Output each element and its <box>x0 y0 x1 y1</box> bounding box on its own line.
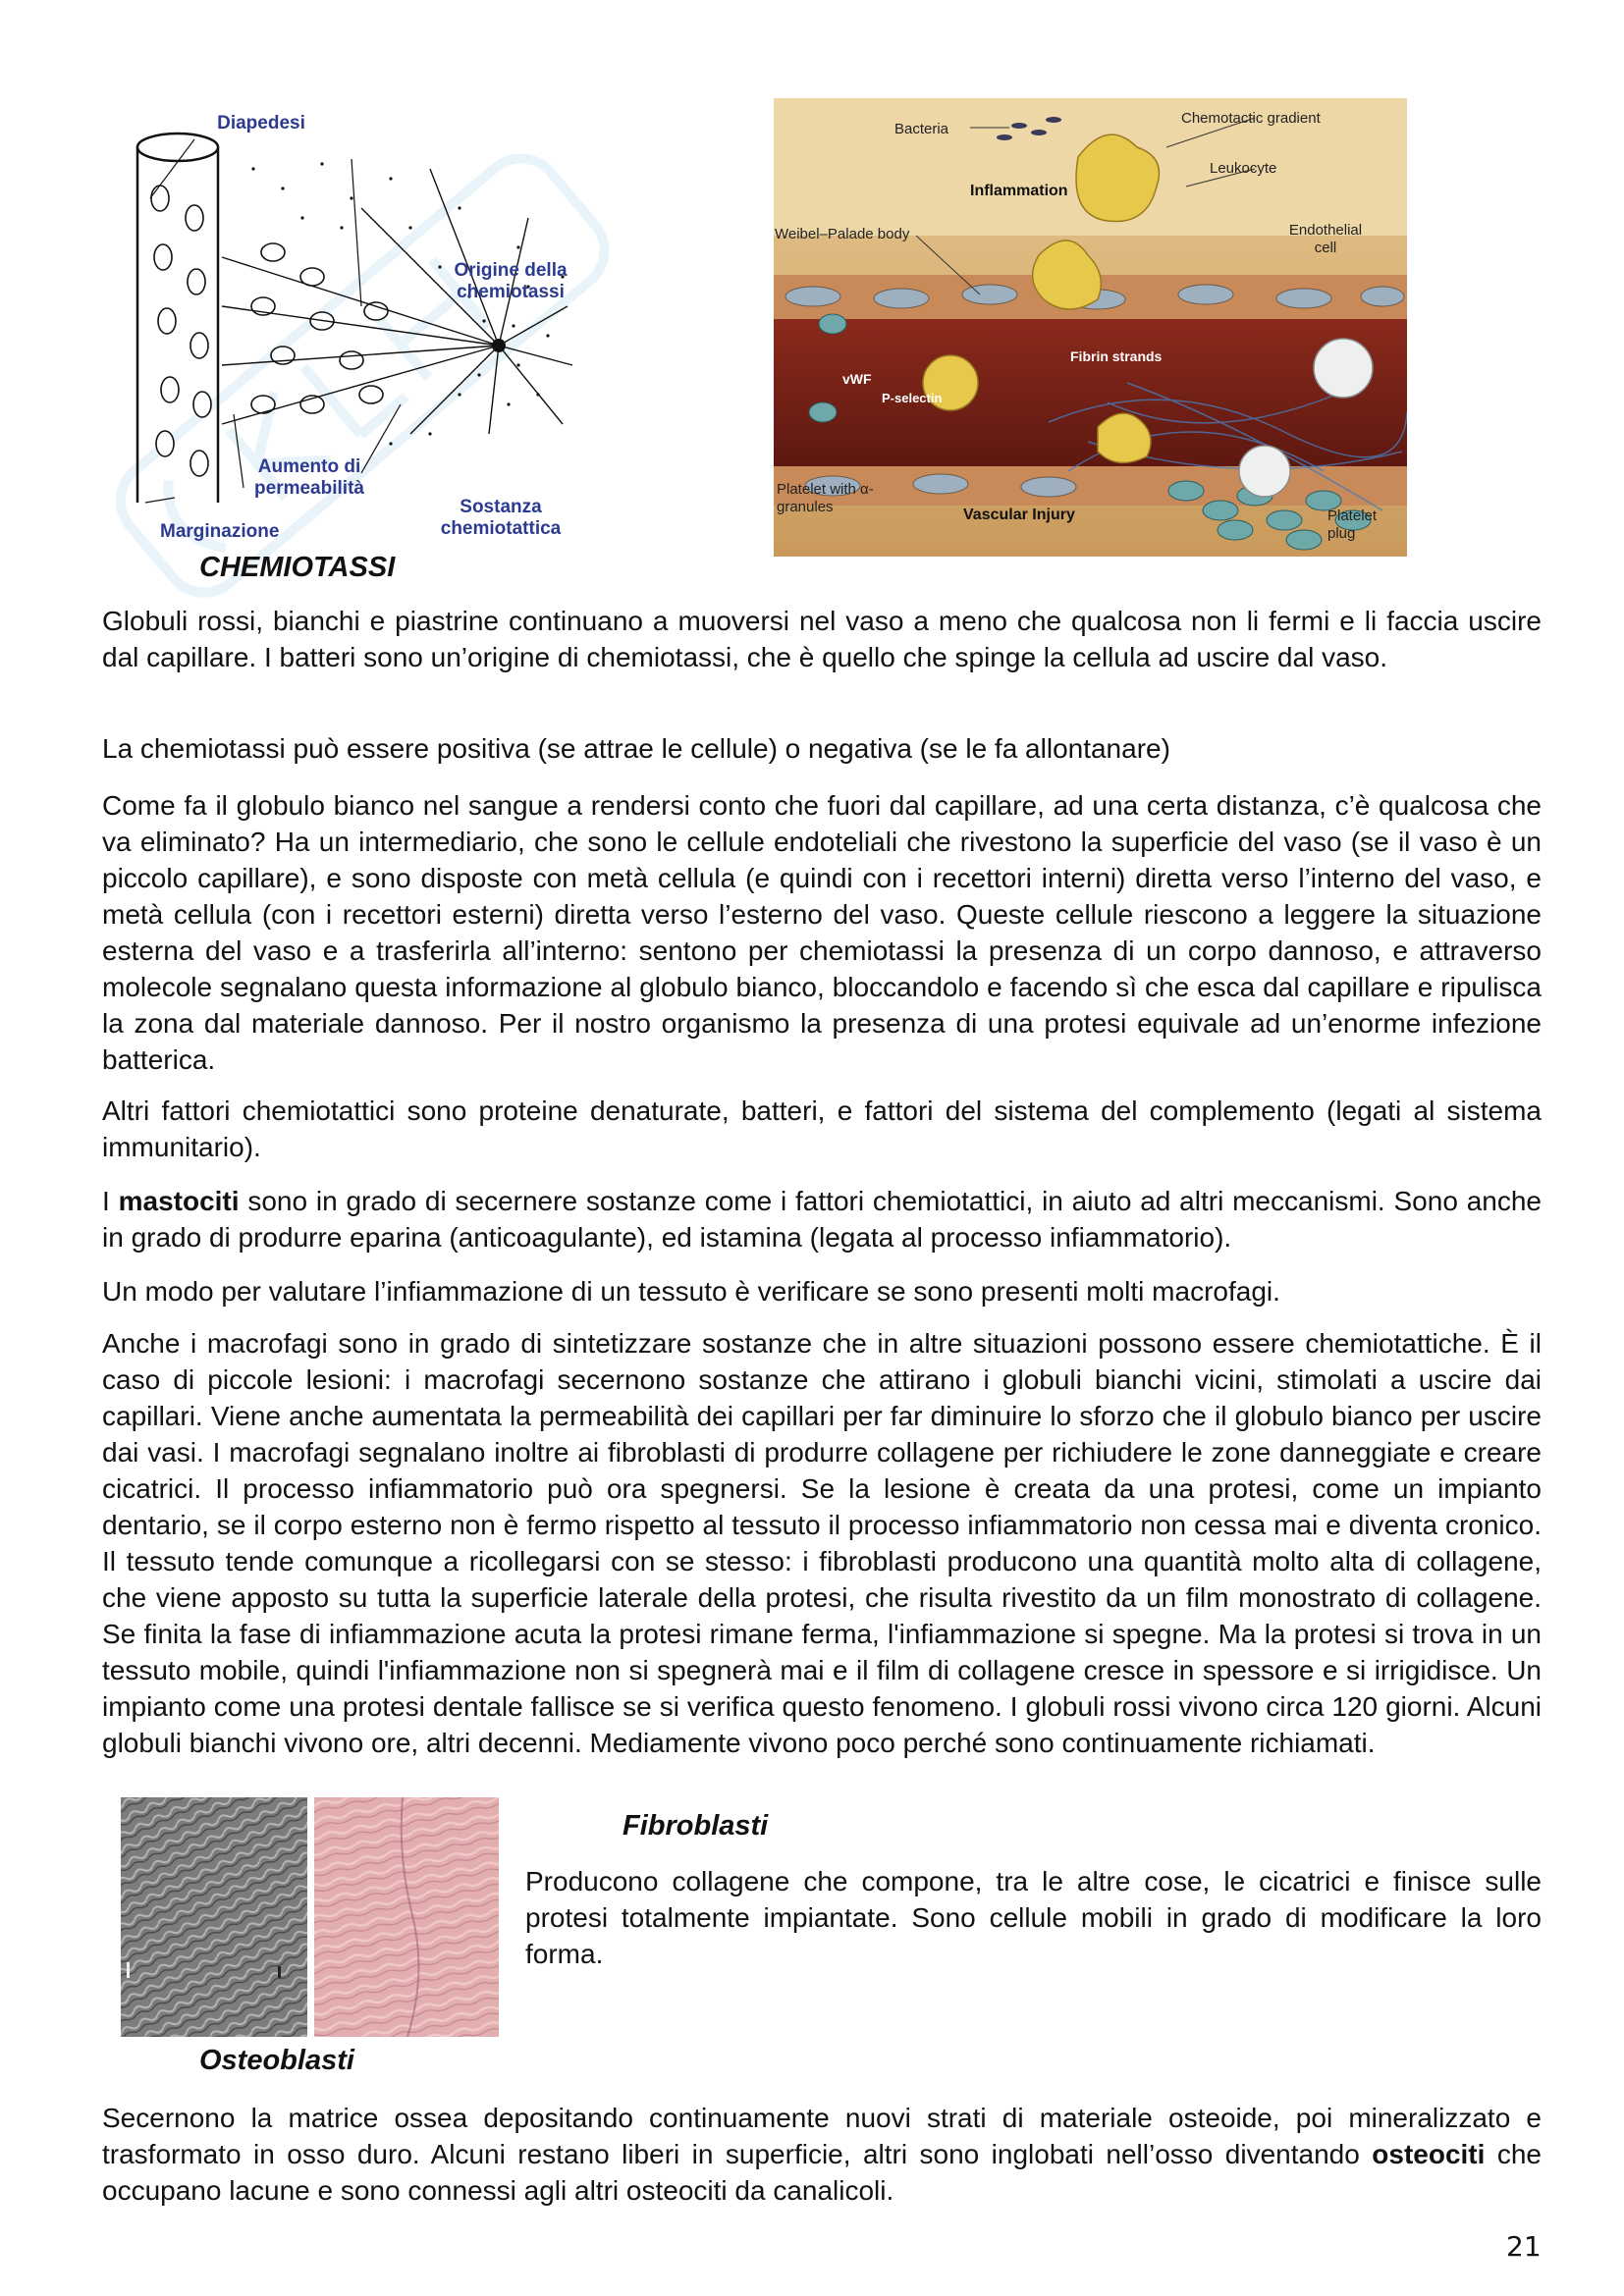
label-marginazione: Marginazione <box>160 521 280 542</box>
term-osteociti: osteociti <box>1372 2139 1486 2169</box>
label-endothelial-cell: Endothelial cell <box>1288 222 1363 256</box>
label-bacteria: Bacteria <box>894 121 949 137</box>
label-sostanza-chemiotattica: Sostanza chemiotattica <box>440 497 562 539</box>
term-mastociti: mastociti <box>118 1186 240 1216</box>
label-platelet-granules: Platelet with α-granules <box>777 481 874 515</box>
caption-osteoblasti: Osteoblasti <box>199 2045 354 2076</box>
caption-fibroblasti: Fibroblasti <box>623 1810 769 1842</box>
label-inflammation: Inflammation <box>970 183 1068 199</box>
paragraph-6: Un modo per valutare l’infiammazione di un tessuto è verificare se sono presenti molti macrofagi. <box>102 1276 1280 1307</box>
paragraph-osteoblasti: Secernono la matrice ossea depositando continuamente nuovi strati di materiale osteoide, poi mineralizzato e trasformato in osso duro. Alcuni restano liberi in superficie, altri sono inglobati nell’osso diventando osteociti che occupano lacune e sono connessi agli altri osteociti da canalicoli. <box>102 2103 1542 2206</box>
paragraph-7: Anche i macrofagi sono in grado di sintetizzare sostanze che in altre situazioni possono essere chemiotattiche. È il caso di piccole lesioni: i macrofagi secernono sostanze che attirano i globuli bianchi vicini, stimolati a uscire dai capillari. Viene anche aumentata la permeabilità dei capillari per far diminuire lo sforzo che il globulo bianco per uscire dai vasi. I macrofagi segnalano inoltre ai fibroblasti di produrre collagene per richiudere le zone danneggiate e creare cicatrici. Il processo infiammatorio può ora spegnersi. Se la lesione è creata da una protesi, come un impianto dentario, se il corpo esterno non è fermo rispetto al tessuto il processo infiammatorio non cessa mai e diventa cronico. Il tessuto tende comunque a ricollegarsi con se stesso: i fibroblasti producono una quantità molto alta di collagene, che viene apposto su tutta la superficie laterale della protesi, che risulta rivestito da un film monostrato di collagene. Se finita la fase di infiammazione acuta la protesi rimane ferma, l'infiammazione si spegne. Ma la protesi si trova in un tessuto mobile, quindi l'infiammazione non si spegnerà mai e il film di collagene cresce in spessore e si irrigidisce. Un impianto come una protesi dentale fallisce se si verifica questo fenomeno. I globuli rossi vivono circa 120 giorni. Alcuni globuli bianchi vivono ore, altri decenni. Mediamente vivono poco perché sono continuamente richiamati. <box>102 1328 1542 1758</box>
label-fibrin-strands: Fibrin strands <box>1070 348 1163 364</box>
label-leukocyte: Leukocyte <box>1210 160 1277 177</box>
paragraph-2: La chemiotassi può essere positiva (se attrae le cellule) o negativa (se le fa allontanare) <box>102 733 1170 764</box>
label-diapedesi: Diapedesi <box>217 113 305 133</box>
fibroblast-sem-micrograph <box>121 1797 307 2037</box>
paragraph-1: Globuli rossi, bianchi e piastrine continuano a muoversi nel vaso a meno che qualcosa non li fermi e li faccia uscire dal capillare. I batteri sono un’origine di chemiotassi, che è quello che spinge la cellula ad uscire dal vaso. <box>102 606 1542 672</box>
paragraph-5: I mastociti sono in grado di secernere sostanze come i fattori chemiotattici, in aiuto ad altri meccanismi. Sono anche in grado di produrre eparina (anticoagulante), ed istamina (legata al processo infiammatorio). <box>102 1186 1542 1253</box>
label-aumento-permeabilita: Aumento di permeabilità <box>254 456 364 499</box>
label-chemotactic-gradient: Chemotactic gradient <box>1181 110 1321 127</box>
paragraph-4: Altri fattori chemiotattici sono proteine denaturate, batteri, e fattori del sistema del complemento (legati al sistema immunitario). <box>102 1095 1542 1162</box>
label-vascular-injury: Vascular Injury <box>963 507 1075 523</box>
label-p-selectin: P-selectin <box>882 391 943 405</box>
label-weibel-palade: Weibel–Palade body <box>775 226 910 242</box>
label-platelet-plug: Platelet plug <box>1327 507 1378 542</box>
label-origine-chemiotassi: Origine della chemiotassi <box>454 260 568 302</box>
page-number: 21 <box>1506 2230 1542 2263</box>
label-vwf: vWF <box>842 371 872 387</box>
paragraph-3: Come fa il globulo bianco nel sangue a rendersi conto che fuori dal capillare, ad una certa distanza, c’è qualcosa che va eliminato? Ha un intermediario, che sono le cellule endoteliali che rivestono la superficie del vaso (se il vaso è un piccolo capillare), e sono disposte con metà cellula (e quindi con i recettori interni) diretta verso l’interno del vaso, e metà cellula (con i recettori esterni) diretta verso l’esterno del vaso. Queste cellule riescono a leggere la situazione esterna del vaso e a trasferirla all’interno: sentono per chemiotassi la presenza di un corpo dannoso, e attraverso molecole segnalano questa informazione al globulo bianco, bloccandolo e facendo sì che esca dal capillare e ripulisca la zona dal materiale dannoso. Per il nostro organismo la presenza di una protesi equivale ad un’enorme infezione batterica. <box>102 790 1542 1075</box>
paragraph-fibroblasti: Producono collagene che compone, tra le altre cose, le cicatrici e finisce sulle protesi totalmente impiantate. Sono cellule mobili in grado di modificare la loro forma. <box>525 1866 1542 1969</box>
caption-chemiotassi: CHEMIOTASSI <box>199 552 396 583</box>
fibroblast-histology-micrograph <box>314 1797 499 2037</box>
